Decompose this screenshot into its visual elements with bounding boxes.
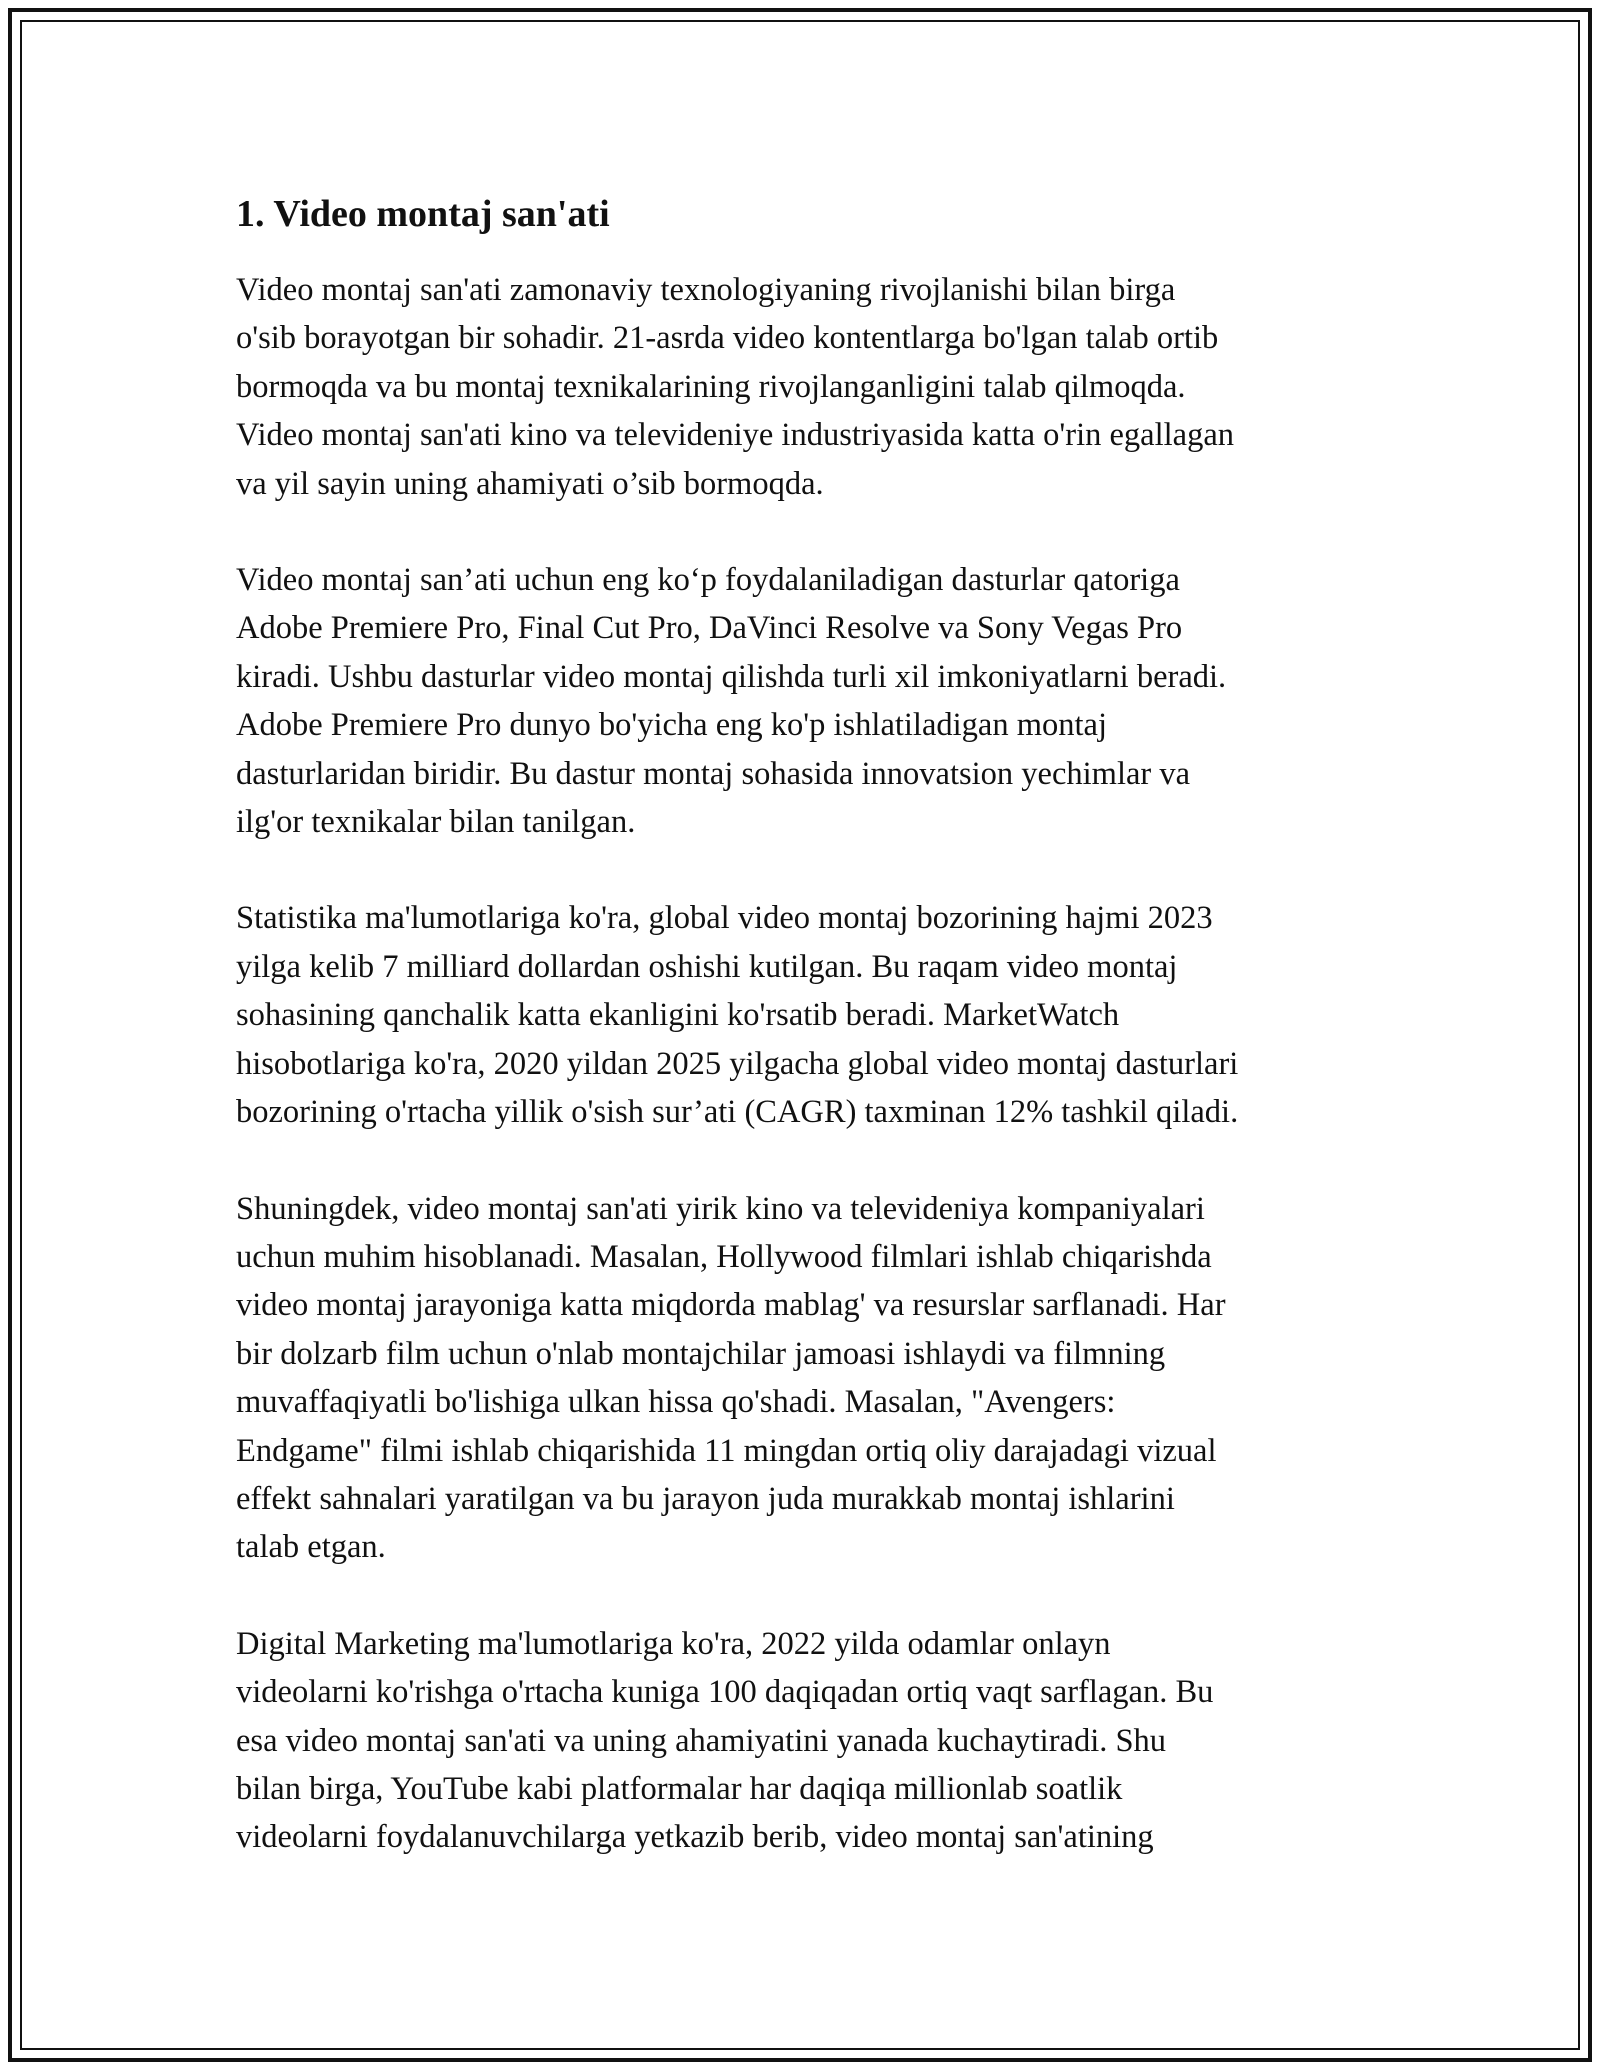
document-body xyxy=(236,188,1386,1910)
paragraph-4 xyxy=(236,1185,1386,1572)
text-line: o'sib borayotgan bir sohadir. 21-asrda video kontentlarga bo'lgan talab ortib xyxy=(236,320,1219,357)
paragraph-3 xyxy=(236,894,1386,1136)
text-line: bozorining o'rtacha yillik o'sish sur’ati (CAGR) taxminan 12% tashkil qiladi. xyxy=(236,1094,1239,1131)
text-line: Statistika ma'lumotlariga ko'ra, global video montaj bozorining hajmi 2023 xyxy=(236,900,1213,937)
text-line: yilga kelib 7 milliard dollardan oshishi kutilgan. Bu raqam video montaj xyxy=(236,948,1178,985)
text-line: Video montaj san'ati zamonaviy texnologiyaning rivojlanishi bilan birga xyxy=(236,272,1176,308)
paragraph-1 xyxy=(236,266,1386,508)
paragraph-5 xyxy=(236,1620,1386,1862)
text-line: talab etgan. xyxy=(236,1529,386,1566)
text-line: muvaffaqiyatli bo'lishiga ulkan hissa qo'shadi. Masalan, "Avengers: xyxy=(236,1384,1116,1421)
text-line: dasturlaridan biridir. Bu dastur montaj sohasida innovatsion yechimlar va xyxy=(236,755,1191,792)
text-line: uchun muhim hisoblanadi. Masalan, Hollywood filmlari ishlab chiqarishda xyxy=(236,1238,1212,1275)
text-line: Endgame" filmi ishlab chiqarishida 11 mingdan ortiq oliy darajadagi vizual xyxy=(236,1432,1217,1469)
text-line: videolarni ko'rishga o'rtacha kuniga 100 daqiqadan ortiq vaqt sarflagan. Bu xyxy=(236,1674,1214,1711)
text-line: esa video montaj san'ati va uning ahamiyatini yanada kuchaytiradi. Shu xyxy=(236,1722,1167,1759)
text-line: sohasining qanchalik katta ekanligini ko'rsatib beradi. MarketWatch xyxy=(236,997,1120,1034)
text-line: Adobe Premiere Pro dunyo bo'yicha eng ko'p ishlatiladigan montaj xyxy=(236,707,1107,744)
text-line: bir dolzarb film uchun o'nlab montajchilar jamoasi ishlaydi va filmning xyxy=(236,1335,1166,1372)
text-line: kiradi. Ushbu dasturlar video montaj qilishda turli xil imkoniyatlarni beradi. xyxy=(236,658,1227,695)
paragraph-2 xyxy=(236,556,1386,846)
text-line: hisobotlariga ko'ra, 2020 yildan 2025 yilgacha global video montaj dasturlari xyxy=(236,1045,1239,1082)
text-line: Shuningdek, video montaj san'ati yirik kino va televideniya kompaniyalari xyxy=(236,1190,1205,1227)
text-line: Video montaj san’ati uchun eng ko‘p foydalaniladigan dasturlar qatoriga xyxy=(236,562,1180,599)
section-heading: 1. Video montaj san'ati xyxy=(236,193,610,235)
text-line: Digital Marketing ma'lumotlariga ko'ra, 2022 yilda odamlar onlayn xyxy=(236,1625,1111,1662)
text-line: ilg'or texnikalar bilan tanilgan. xyxy=(236,804,636,841)
text-line: bormoqda va bu montaj texnikalarining rivojlanganligini talab qilmoqda. xyxy=(236,368,1186,405)
text-line: videolarni foydalanuvchilarga yetkazib berib, video montaj san'atining xyxy=(236,1819,1154,1856)
text-line: Adobe Premiere Pro, Final Cut Pro, DaVinci Resolve va Sony Vegas Pro xyxy=(236,610,1183,647)
text-line: Video montaj san'ati kino va televideniye industriyasida katta o'rin egallagan xyxy=(236,417,1235,454)
text-line: effekt sahnalari yaratilgan va bu jarayon juda murakkab montaj ishlarini xyxy=(236,1480,1175,1517)
text-line: bilan birga, YouTube kabi platformalar har daqiqa millionlab soatlik xyxy=(236,1770,1123,1807)
text-line: va yil sayin uning ahamiyati o’sib bormoqda. xyxy=(236,465,824,502)
text-line: video montaj jarayoniga katta miqdorda mablag' va resurslar sarflanadi. Har xyxy=(236,1287,1226,1324)
